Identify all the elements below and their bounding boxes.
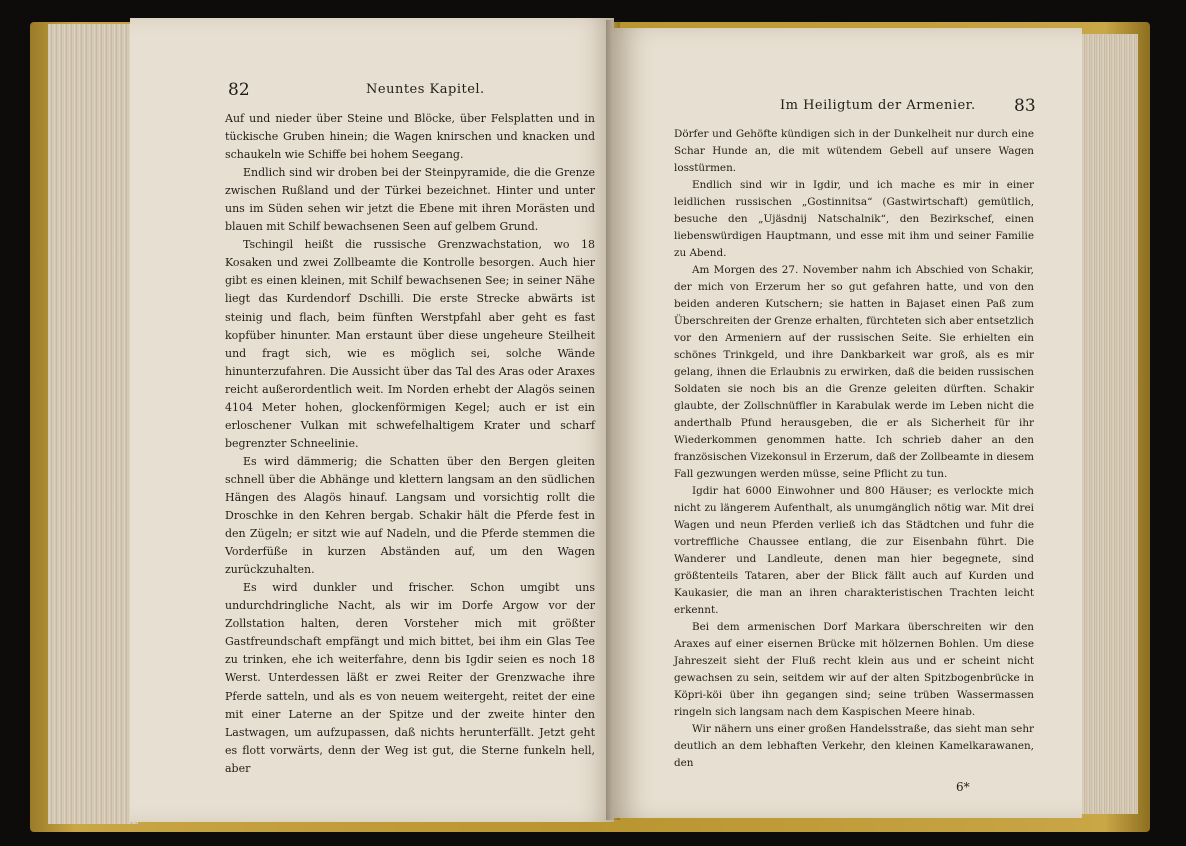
left-page [130,18,614,822]
paragraph: Am Morgen des 27. November nahm ich Abschied von Schakir, der mich von Erzerum her so gut gefahren hatte, und von den beiden anderen Kutschern; sie hatten in Bajaset einen Paß zum Überschreiten der Grenze erhalten, fürchteten sich aber entsetzlich vor den Armeniern auf der russischen Seite. Sie erhielten ein schönes Trinkgeld, und ihre Dankbarkeit war groß, als es mir gelang, ihnen die Erlaubnis zu erwirken, daß die beiden russischen Soldaten sie noch bis an die Grenze geleiten dürften. Schakir glaubte, der Zollschnüffler in Karabulak werde im Leben nicht die anderthalb Pfund herausgeben, die er als Sicherheit für ihr Wiederkommen genommen hatte. Ich schrieb daher an den französischen Vizekonsul in Erzerum, daß der Zollbeamte in diesem Fall gezwungen werden müsse, seine Pflicht zu tun. [674,264,1034,480]
running-head: Im Heiligtum der Armenier. [780,98,976,113]
page-body [674,126,1034,772]
signature-mark: 6* [956,780,970,794]
page-edges-right [1080,34,1138,814]
paragraph: Es wird dunkler und frischer. Schon umgibt uns undurchdringliche Nacht, als wir im Dorfe Argow vor der Zollstation halten, deren Vorsteher mich mit größter Gastfreundschaft empfängt und mich bittet, bei ihm ein Glas Tee zu trinken, ehe ich weiterfahre, denn bis Igdir seien es noch 18 Werst. Unterdessen läßt er zwei Reiter der Grenzwache ihre Pferde satteln, und als es von neuem weitergeht, reitet der eine mit einer Laterne an der Spitze und der zweite hinter den Lastwagen, um aufzupassen, daß nichts herunterfällt. Jetzt geht es flott vorwärts, denn der Weg ist gut, die Sterne funkeln hell, aber [225,581,595,775]
paragraph: Wir nähern uns einer großen Handelsstraße, das sieht man sehr deutlich an dem lebhaften Verkehr, den kleinen Kamelkarawanen, den [674,723,1034,769]
page-number: 83 [1014,96,1036,116]
page-body [225,110,595,778]
running-head: Neuntes Kapitel. [366,82,485,97]
paragraph: Igdir hat 6000 Einwohner und 800 Häuser; es verlockte mich nicht zu längerem Aufenthalt, als unumgänglich nötig war. Mit drei Wagen und neun Pferden verließ ich das Städtchen und fuhr die vortreffliche Chaussee entlang, die zur Eisenbahn führt. Die Wanderer und Landleute, denen man hier begegnete, sind größtenteils Tataren, aber der Blick fällt auch auf Kurden und Kaukasier, die man an ihren charakteristischen Trachten leicht erkennt. [674,485,1034,616]
paragraph: Tschingil heißt die russische Grenzwachstation, wo 18 Kosaken und zwei Zollbeamte die Kontrolle besorgen. Auch hier gibt es einen kleinen, mit Schilf bewachsenen See; in seiner Nähe liegt das Kurdendorf Dschilli. Die erste Strecke abwärts ist steinig und flach, beim fünften Werstpfahl aber geht es fast kopfüber hinunter. Man erstaunt über diese ungeheure Steilheit und fragt sich, wie es möglich sei, solche Wände hinunterzufahren. Die Aussicht über das Tal des Aras oder Araxes reicht außerordentlich weit. Im Norden erhebt der Alagös seinen 4104 Meter hohen, glockenförmigen Kegel; auch er ist ein erloschener Vulkan mit schwefelhaltigem Krater und scharf begrenzter Schneelinie. [225,238,595,450]
paragraph: Auf und nieder über Steine und Blöcke, über Felsplatten und in tückische Gruben hinein; die Wagen knirschen und knacken und schaukeln wie Schiffe bei hohem Seegang. [225,112,595,162]
paragraph: Endlich sind wir droben bei der Steinpyramide, die die Grenze zwischen Rußland und der Türkei bezeichnet. Hinter und unter uns im Süden sehen wir jetzt die Ebene mit ihren Morästen und blauen mit Schilf bewachsenen Seen auf gelbem Grund. [225,166,595,234]
paragraph: Es wird dämmerig; die Schatten über den Bergen gleiten schnell über die Abhänge und klettern langsam an den südlichen Hängen des Alagös hinauf. Langsam und vorsichtig rollt die Droschke in den Kehren bergab. Schakir hält die Pferde fest in den Zügeln; er sitzt wie auf Nadeln, und die Pferde stemmen die Vorderfüße in kurzen Abständen auf, um den Wagen zurückzuhalten. [225,454,595,577]
page-edges-left [48,24,138,824]
paragraph: Endlich sind wir in Igdir, und ich mache es mir in einer leidlichen russischen „Gostinnitsa“ (Gastwirtschaft) gemütlich, besuche den „Ujäsdnij Natschalnik“, den Bezirkschef, einen liebenswürdigen Hauptmann, und esse mit ihm und seiner Familie zu Abend. [674,179,1034,259]
right-page [612,28,1082,818]
paragraph: Dörfer und Gehöfte kündigen sich in der Dunkelheit nur durch eine Schar Hunde an, die mit wütendem Gebell auf unsere Wagen losstürmen. [674,128,1034,174]
paragraph: Bei dem armenischen Dorf Markara überschreiten wir den Araxes auf einer eisernen Brücke mit hölzernen Bohlen. Um diese Jahreszeit sieht der Fluß recht klein aus und er scheint nicht gewachsen zu sein, seitdem wir auf der alten Spitzbogenbrücke in Köpri-köi über ihn gegangen sind; seine trüben Wassermassen ringeln sich langsam nach dem Kaspischen Meere hinab. [674,621,1034,718]
page-number: 82 [228,80,250,100]
